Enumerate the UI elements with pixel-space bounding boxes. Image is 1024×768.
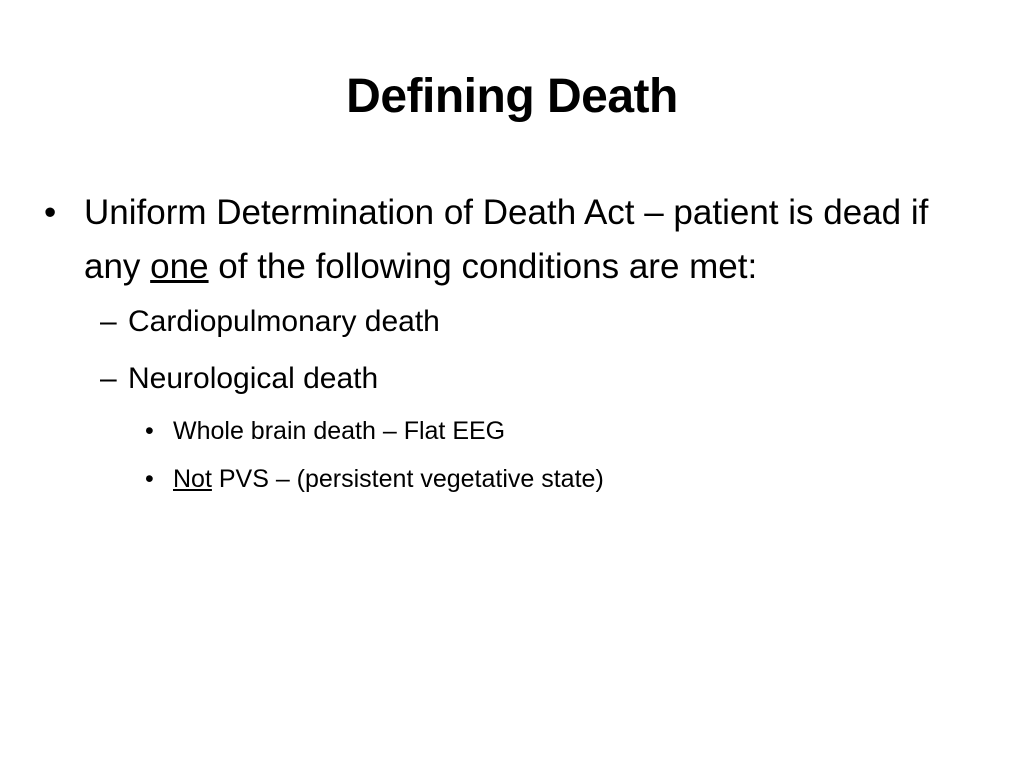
slide-title: Defining Death [346, 70, 678, 123]
bullet-marker: • [145, 465, 154, 493]
sub-sub-bullet-text: Whole brain death – Flat EEG [173, 417, 506, 445]
sub-bullet-cardiopulmonary [0, 302, 1024, 342]
bullet-marker: • [44, 193, 57, 232]
bullet-text-before: Uniform Determination of Death Act – patient is dead if any [84, 193, 929, 286]
dash-marker: – [100, 305, 117, 338]
dash-marker: – [100, 362, 117, 395]
bullet-uniform-determination [0, 186, 984, 294]
bullet-emphasis-one: one [150, 247, 209, 286]
sub-sub-bullet-text: PVS – (persistent vegetative state) [211, 465, 604, 493]
sub-bullet-text: Neurological death [128, 362, 379, 395]
sub-bullet-text: Cardiopulmonary death [128, 305, 440, 338]
slide-content [0, 186, 1024, 496]
emphasis-not: Not [173, 465, 212, 493]
sub-sub-bullet-whole-brain [0, 414, 1024, 448]
sub-bullet-neurological [0, 359, 1024, 399]
bullet-text-after: of the following conditions are met: [208, 247, 758, 286]
sub-sub-bullet-not-pvs [0, 462, 1024, 496]
bullet-marker: • [145, 417, 154, 445]
